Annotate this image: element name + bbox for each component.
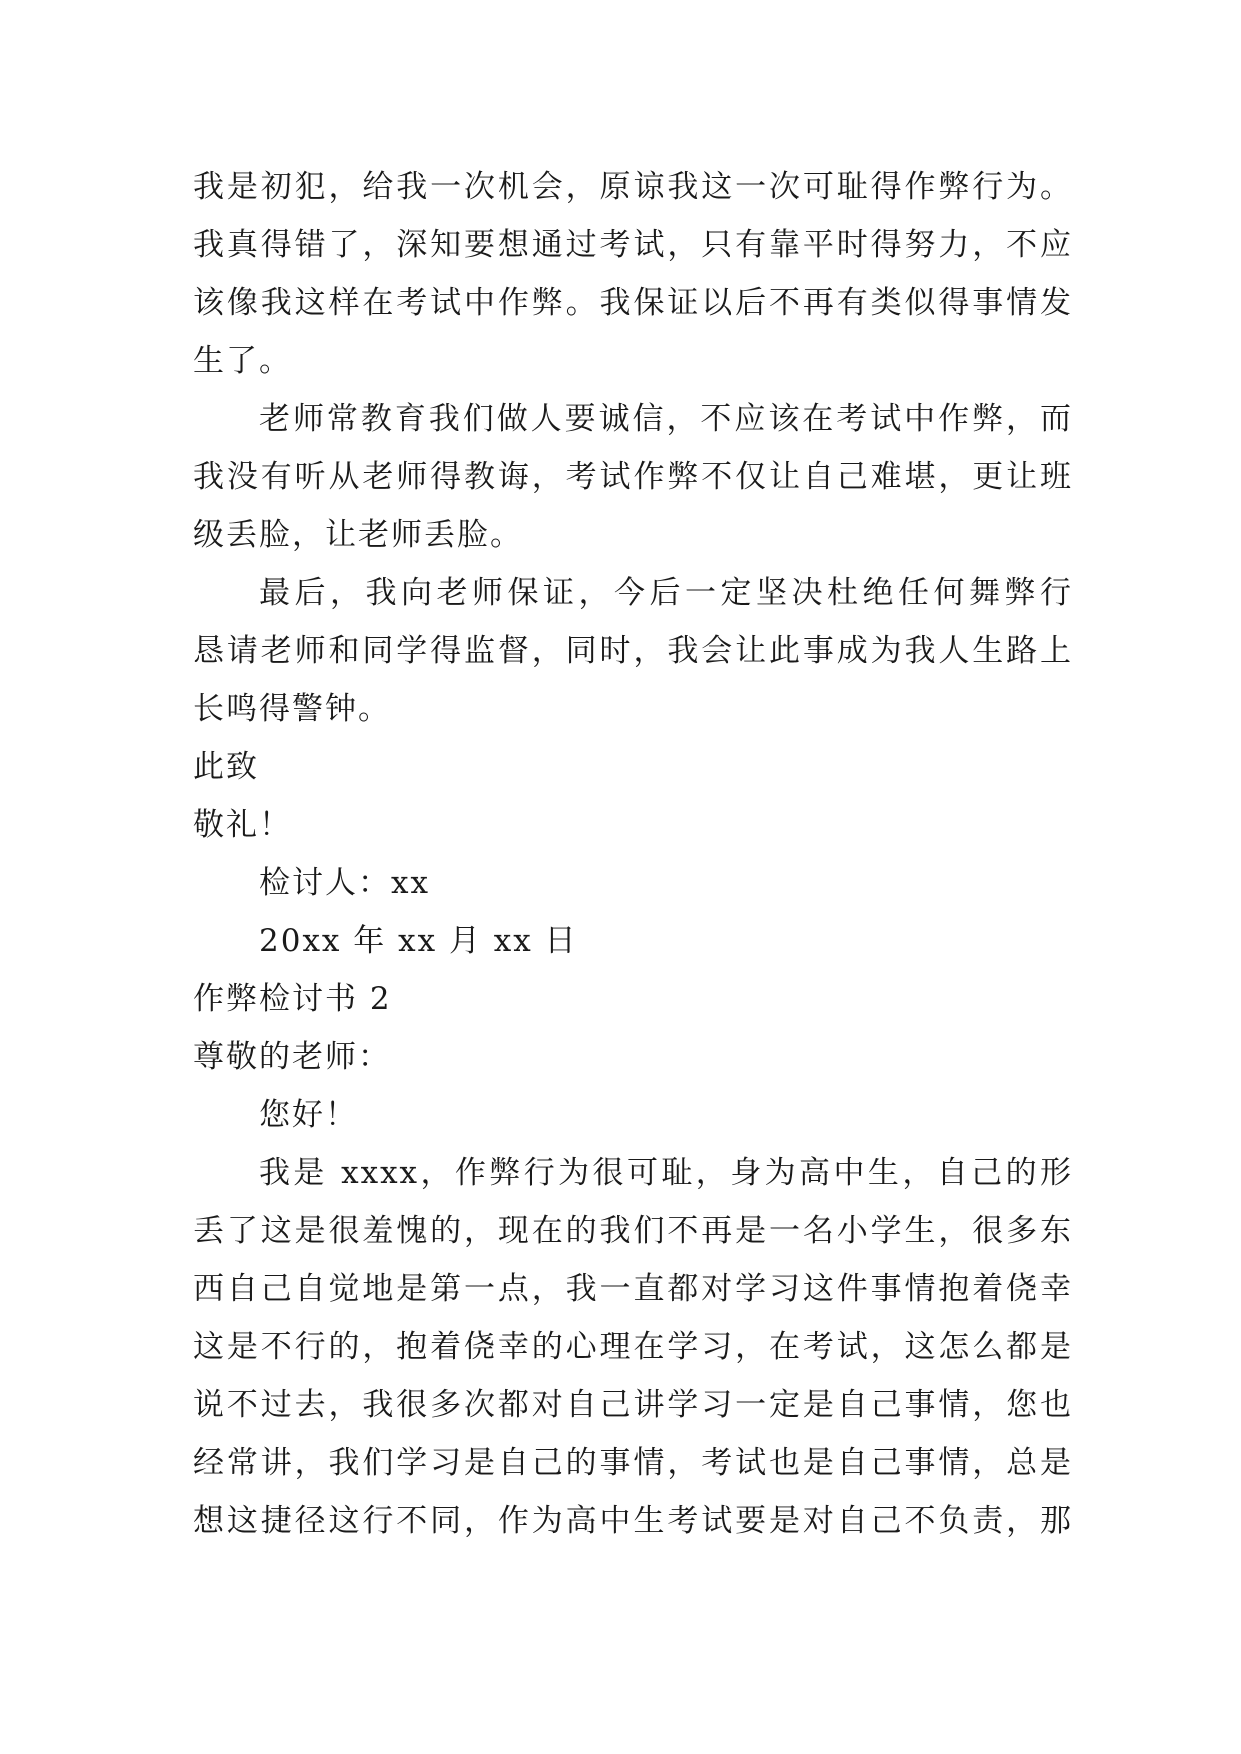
text-line: 丢了这是很羞愧的，现在的我们不再是一名小学生，很多东 <box>193 1213 1073 1249</box>
text-line: 级丢脸，让老师丢脸。 <box>193 517 523 553</box>
closing-line-1: 此致 <box>193 749 259 785</box>
text-line: 我是初犯，给我一次机会，原谅我这一次可耻得作弊行为。 <box>193 169 1073 205</box>
text-line: 想这捷径这行不同，作为高中生考试要是对自己不负责，那 <box>193 1503 1073 1539</box>
paragraph-1 <box>193 158 1073 390</box>
section-2-paragraph <box>193 1144 1073 1550</box>
text-line: 生了。 <box>193 343 292 379</box>
text-line: 老师常教育我们做人要诚信，不应该在考试中作弊，而 <box>259 401 1073 437</box>
text-line: 我没有听从老师得教诲，考试作弊不仅让自己难堪，更让班 <box>193 459 1073 495</box>
section-title: 作弊检讨书 2 <box>193 981 392 1017</box>
paragraph-2 <box>193 390 1073 564</box>
section-2 <box>193 970 1073 1550</box>
text-line: 恳请老师和同学得监督，同时，我会让此事成为我人生路上 <box>193 633 1073 669</box>
text-line: 最后，我向老师保证，今后一定坚决杜绝任何舞弊行 <box>259 575 1073 611</box>
text-line: 西自己自觉地是第一点，我一直都对学习这件事情抱着侥幸 <box>193 1271 1073 1307</box>
text-line: 经常讲，我们学习是自己的事情，考试也是自己事情，总是 <box>193 1445 1073 1481</box>
document-body <box>193 158 1073 1550</box>
greeting: 您好！ <box>259 1097 358 1133</box>
text-line: 说不过去，我很多次都对自己讲学习一定是自己事情，您也 <box>193 1387 1073 1423</box>
paragraph-3 <box>193 564 1073 738</box>
text-line: 我真得错了，深知要想通过考试，只有靠平时得努力，不应 <box>193 227 1073 263</box>
text-line: 该像我这样在考试中作弊。我保证以后不再有类似得事情发 <box>193 285 1073 321</box>
date: 20xx 年 xx 月 xx 日 <box>259 923 578 959</box>
closing-line-2: 敬礼！ <box>193 807 292 843</box>
signer: 检讨人：xx <box>259 865 430 901</box>
text-line: 我是 xxxx，作弊行为很可耻，身为高中生，自己的形 <box>259 1155 1073 1191</box>
salutation: 尊敬的老师： <box>193 1039 391 1075</box>
text-line: 长鸣得警钟。 <box>193 691 391 727</box>
closing <box>193 738 1073 970</box>
text-line: 这是不行的，抱着侥幸的心理在学习，在考试，这怎么都是 <box>193 1329 1073 1365</box>
